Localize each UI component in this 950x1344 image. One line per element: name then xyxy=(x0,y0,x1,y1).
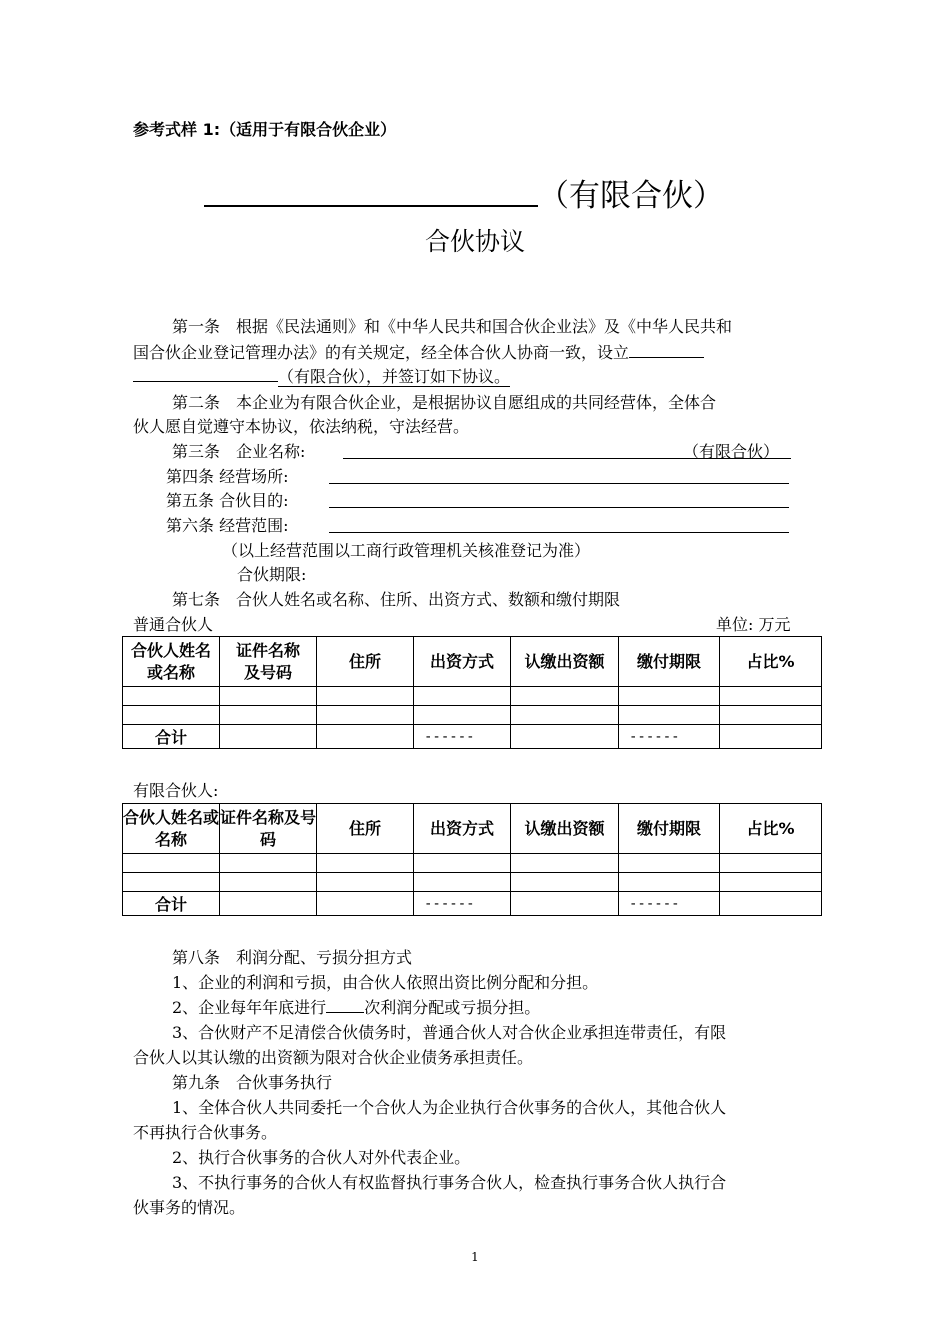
general-partners-label: 普通合伙人 xyxy=(133,615,214,634)
article-1-suffix: （有限合伙），并签订如下协议。 xyxy=(278,367,511,386)
article-2-line-2: 伙人愿自觉遵守本协议，依法纳税，守法经营。 xyxy=(133,417,470,436)
dash-cell: ------ xyxy=(619,892,720,916)
article-9-item-1-line-1: 1、全体合伙人共同委托一个合伙人为企业执行合伙事务的合伙人，其他合伙人 xyxy=(172,1098,727,1117)
col-partner-name: 合伙人姓名 或名称 xyxy=(123,637,220,687)
col-subscribed-amount: 认缴出资额 xyxy=(511,637,619,687)
article-8-item-1: 1、企业的利润和亏损，由合伙人依照出资比例分配和分担。 xyxy=(172,973,599,992)
article-9-item-3-line-2: 伙事务的情况。 xyxy=(133,1198,246,1217)
col-contribution-method: 出资方式 xyxy=(414,804,511,854)
title-suffix: （有限合伙） xyxy=(538,178,724,214)
article-3-label: 第三条 企业名称: xyxy=(172,442,306,461)
total-label: 合计 xyxy=(123,725,220,749)
article-6-label: 第六条 经营范围: xyxy=(166,516,289,535)
dash-cell: ------ xyxy=(414,892,511,916)
article-2-line-1: 第二条 本企业为有限合伙企业，是根据协议自愿组成的共同经营体，全体合 xyxy=(172,393,717,412)
enterprise-name-blank xyxy=(204,203,538,207)
col-percentage: 占比% xyxy=(720,637,822,687)
reference-label: 参考式样 1:（适用于有限合伙企业） xyxy=(133,120,397,139)
article-1-text: 国合伙企业登记管理办法》的有关规定，经全体合伙人协商一致，设立 xyxy=(133,343,630,362)
table-total-row xyxy=(123,725,822,749)
document-title: 合伙协议 xyxy=(424,227,525,256)
table-row xyxy=(123,687,822,706)
scope-note: （以上经营范围以工商行政管理机关核准登记为准） xyxy=(222,541,591,560)
col-subscribed-amount: 认缴出资额 xyxy=(511,804,619,854)
limited-partners-label: 有限合伙人: xyxy=(133,781,219,800)
name-blank xyxy=(133,364,278,382)
article-5-label: 第五条 合伙目的: xyxy=(166,491,289,510)
article-3-suffix: （有限合伙） xyxy=(683,442,780,461)
page-number: 1 xyxy=(471,1250,479,1264)
article-4-label: 第四条 经营场所: xyxy=(166,467,289,486)
col-contribution-method: 出资方式 xyxy=(414,637,511,687)
table-row xyxy=(123,873,822,892)
article-8-title: 第八条 利润分配、亏损分担方式 xyxy=(172,948,413,967)
col-payment-term: 缴付期限 xyxy=(619,637,720,687)
general-partners-table xyxy=(122,636,822,749)
article-8-item-3-line-2: 合伙人以其认缴的出资额为限对合伙企业债务承担责任。 xyxy=(133,1048,534,1067)
col-partner-name: 合伙人姓名或名称 xyxy=(123,804,220,854)
business-place-field xyxy=(329,483,789,484)
col-payment-term: 缴付期限 xyxy=(619,804,720,854)
article-1-line-1: 第一条 根据《民法通则》和《中华人民共和国合伙企业法》及《中华人民共和 xyxy=(172,317,733,336)
article-9-item-1-line-2: 不再执行合伙事务。 xyxy=(133,1123,278,1142)
article-8-item-3-line-1: 3、合伙财产不足清偿合伙债务时，普通合伙人对合伙企业承担连带责任，有限 xyxy=(172,1023,727,1042)
limited-partners-table xyxy=(122,803,822,916)
purpose-field xyxy=(329,507,789,508)
total-label: 合计 xyxy=(123,892,220,916)
partnership-term: 合伙期限: xyxy=(237,565,307,584)
article-8-item-2-post: 次利润分配或亏损分担。 xyxy=(364,998,541,1017)
col-percentage: 占比% xyxy=(720,804,822,854)
establish-blank xyxy=(629,340,704,358)
scope-field xyxy=(329,532,789,533)
article-1-line-3 xyxy=(133,364,510,390)
article-8-item-2-pre: 2、企业每年年底进行 xyxy=(172,998,327,1017)
col-certificate: 证件名称及号码 xyxy=(220,804,317,854)
article-8-item-2 xyxy=(172,995,540,1021)
article-7-title: 第七条 合伙人姓名或名称、住所、出资方式、数额和缴付期限 xyxy=(172,590,621,609)
table-header-row xyxy=(123,804,822,854)
col-address: 住所 xyxy=(317,637,414,687)
col-certificate: 证件名称 及号码 xyxy=(220,637,317,687)
article-1-line-2 xyxy=(133,340,704,366)
table-row xyxy=(123,854,822,873)
article-9-title: 第九条 合伙事务执行 xyxy=(172,1073,333,1092)
table-row xyxy=(123,706,822,725)
table-header-row xyxy=(123,637,822,687)
dash-cell: ------ xyxy=(619,725,720,749)
article-9-item-2: 2、执行合伙事务的合伙人对外代表企业。 xyxy=(172,1148,471,1167)
table-total-row xyxy=(123,892,822,916)
distribution-count-blank xyxy=(326,995,364,1013)
dash-cell: ------ xyxy=(414,725,511,749)
article-9-item-3-line-1: 3、不执行事务的合伙人有权监督执行事务合伙人，检查执行事务合伙人执行合 xyxy=(172,1173,727,1192)
col-address: 住所 xyxy=(317,804,414,854)
unit-label: 单位: 万元 xyxy=(716,615,791,634)
